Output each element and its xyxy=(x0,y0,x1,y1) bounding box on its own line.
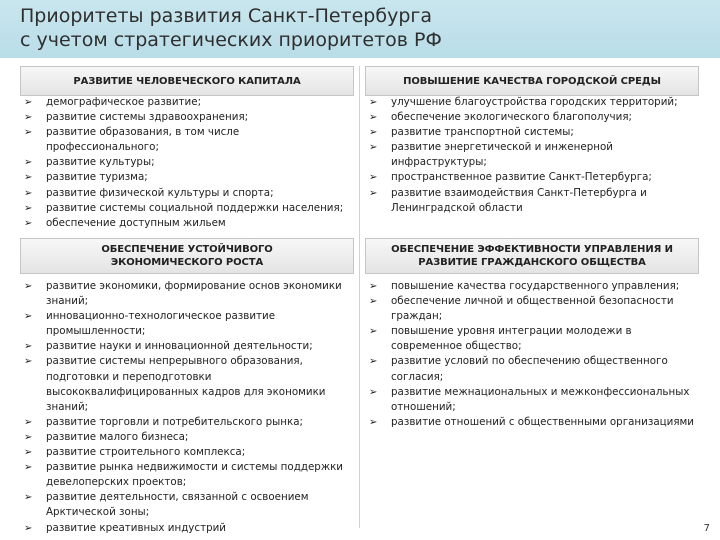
arrowhead-bullet-icon: ➢ xyxy=(369,112,378,124)
list-item xyxy=(367,354,699,384)
list-item-text: развитие науки и инновационной деятельности; xyxy=(46,340,313,353)
list-item-text: демографическое развитие; xyxy=(46,96,202,108)
list-governance xyxy=(367,279,699,430)
list-item xyxy=(22,490,354,520)
list-item-text: развитие культуры; xyxy=(46,156,155,169)
arrowhead-bullet-icon: ➢ xyxy=(24,217,33,229)
arrowhead-bullet-icon: ➢ xyxy=(24,341,33,353)
list-item xyxy=(22,309,354,339)
list-item xyxy=(22,110,354,125)
list-item xyxy=(367,279,699,294)
list-item-text: развитие системы непрерывного образования, подготовки и переподготовки высококвалифицированных кадров для экономики знаний; xyxy=(46,355,326,413)
list-item-text: повышение качества государственного управления; xyxy=(391,280,680,292)
list-item-text: развитие экономики, формирование основ экономики знаний; xyxy=(46,280,342,308)
arrowhead-bullet-icon: ➢ xyxy=(24,187,33,199)
list-item-text: развитие строительного комплекса; xyxy=(46,446,246,459)
arrowhead-bullet-icon: ➢ xyxy=(369,356,378,368)
list-economic-growth xyxy=(22,279,354,536)
arrowhead-bullet-icon: ➢ xyxy=(24,311,33,323)
list-item-text: развитие межнациональных и межконфессиональных отношений; xyxy=(391,385,690,413)
header-human-capital-label: РАЗВИТИЕ ЧЕЛОВЕЧЕСКОГО КАПИТАЛА xyxy=(73,75,301,87)
arrowhead-bullet-icon: ➢ xyxy=(369,416,378,428)
list-item xyxy=(367,170,699,185)
list-item xyxy=(22,430,354,445)
header-economic-growth xyxy=(20,238,354,274)
arrowhead-bullet-icon: ➢ xyxy=(24,281,33,292)
arrowhead-bullet-icon: ➢ xyxy=(369,187,378,199)
arrowhead-bullet-icon: ➢ xyxy=(24,202,33,214)
list-item-text: развитие отношений с общественными организациями xyxy=(391,415,694,428)
arrowhead-bullet-icon: ➢ xyxy=(24,157,33,169)
arrowhead-bullet-icon: ➢ xyxy=(369,127,378,139)
header-economic-growth-label: ОБЕСПЕЧЕНИЕ УСТОЙЧИВОГО ЭКОНОМИЧЕСКОГО РОСТА xyxy=(101,244,273,268)
list-item-text: развитие системы здравоохранения; xyxy=(46,111,249,124)
list-item xyxy=(22,186,354,201)
title-band xyxy=(0,0,720,58)
arrowhead-bullet-icon: ➢ xyxy=(24,447,33,459)
list-item xyxy=(22,170,354,185)
list-item-text: обеспечение личной и общественной безопасности граждан; xyxy=(391,295,674,323)
list-item xyxy=(367,140,699,170)
list-item xyxy=(367,415,699,430)
list-item-text: развитие образования, в том числе профессионального; xyxy=(46,126,240,154)
slide-title: Приоритеты развития Санкт-Петербурга с учетом стратегических приоритетов РФ xyxy=(20,5,442,51)
list-item-text: улучшение благоустройства городских территорий; xyxy=(391,96,678,108)
list-item xyxy=(367,125,699,140)
list-human-capital xyxy=(22,95,354,231)
list-item xyxy=(22,445,354,460)
list-item xyxy=(22,339,354,354)
arrowhead-bullet-icon: ➢ xyxy=(24,522,33,534)
list-item-text: развитие торговли и потребительского рынка; xyxy=(46,415,303,428)
list-item-text: развитие энергетической и инженерной инфраструктуры; xyxy=(391,141,613,169)
list-item-text: повышение уровня интеграции молодежи в современное общество; xyxy=(391,325,632,353)
arrowhead-bullet-icon: ➢ xyxy=(24,172,33,184)
list-item-text: развитие туризма; xyxy=(46,171,148,184)
arrowhead-bullet-icon: ➢ xyxy=(369,326,378,338)
page-number: 7 xyxy=(703,523,710,534)
list-item-text: развитие деятельности, связанной с освоением Арктической зоны; xyxy=(46,491,309,519)
list-item-text: развитие малого бизнеса; xyxy=(46,430,189,443)
list-item-text: обеспечение экологического благополучия; xyxy=(391,111,632,124)
arrowhead-bullet-icon: ➢ xyxy=(369,97,378,108)
arrowhead-bullet-icon: ➢ xyxy=(369,172,378,184)
list-item xyxy=(22,216,354,231)
arrowhead-bullet-icon: ➢ xyxy=(24,127,33,139)
arrowhead-bullet-icon: ➢ xyxy=(369,296,378,308)
arrowhead-bullet-icon: ➢ xyxy=(24,112,33,124)
arrowhead-bullet-icon: ➢ xyxy=(24,492,33,504)
arrowhead-bullet-icon: ➢ xyxy=(369,142,378,154)
header-urban-environment-label: ПОВЫШЕНИЕ КАЧЕСТВА ГОРОДСКОЙ СРЕДЫ xyxy=(403,75,661,87)
list-item-text: развитие креативных индустрий xyxy=(46,521,226,534)
list-item-text: инновационно-технологическое развитие промышленности; xyxy=(46,310,276,338)
arrowhead-bullet-icon: ➢ xyxy=(24,416,33,428)
header-human-capital xyxy=(20,66,354,96)
list-item-text: развитие условий по обеспечению общественного согласия; xyxy=(391,355,668,383)
list-item xyxy=(22,155,354,170)
list-item-text: обеспечение доступным жильем xyxy=(46,216,226,229)
arrowhead-bullet-icon: ➢ xyxy=(24,97,33,108)
list-item xyxy=(367,110,699,125)
header-urban-environment xyxy=(365,66,699,96)
list-item xyxy=(367,294,699,324)
list-item xyxy=(22,354,354,414)
arrowhead-bullet-icon: ➢ xyxy=(24,431,33,443)
list-item-text: развитие транспортной системы; xyxy=(391,126,574,139)
list-item xyxy=(22,460,354,490)
list-item xyxy=(367,186,699,216)
list-item xyxy=(22,95,354,110)
arrowhead-bullet-icon: ➢ xyxy=(369,386,378,398)
list-item-text: развитие взаимодействия Санкт-Петербурга и Ленинградской области xyxy=(391,186,647,214)
list-item xyxy=(367,385,699,415)
list-item-text: развитие рынка недвижимости и системы поддержки девелоперских проектов; xyxy=(46,461,344,489)
list-urban-environment xyxy=(367,95,699,216)
list-item-text: пространственное развитие Санкт-Петербурга; xyxy=(391,171,652,184)
arrowhead-bullet-icon: ➢ xyxy=(369,281,378,292)
header-governance xyxy=(365,238,699,274)
list-item xyxy=(22,125,354,155)
list-item xyxy=(367,324,699,354)
list-item-text: развитие физической культуры и спорта; xyxy=(46,186,274,199)
arrowhead-bullet-icon: ➢ xyxy=(24,462,33,474)
list-item xyxy=(22,415,354,430)
arrowhead-bullet-icon: ➢ xyxy=(24,356,33,368)
list-item xyxy=(22,201,354,216)
list-item xyxy=(22,521,354,536)
header-governance-label: ОБЕСПЕЧЕНИЕ ЭФФЕКТИВНОСТИ УПРАВЛЕНИЯ И РАЗВИТИЕ ГРАЖДАНСКОГО ОБЩЕСТВА xyxy=(391,244,673,268)
list-item xyxy=(22,279,354,309)
list-item-text: развитие системы социальной поддержки населения; xyxy=(46,201,344,214)
list-item xyxy=(367,95,699,110)
column-divider xyxy=(359,66,360,528)
